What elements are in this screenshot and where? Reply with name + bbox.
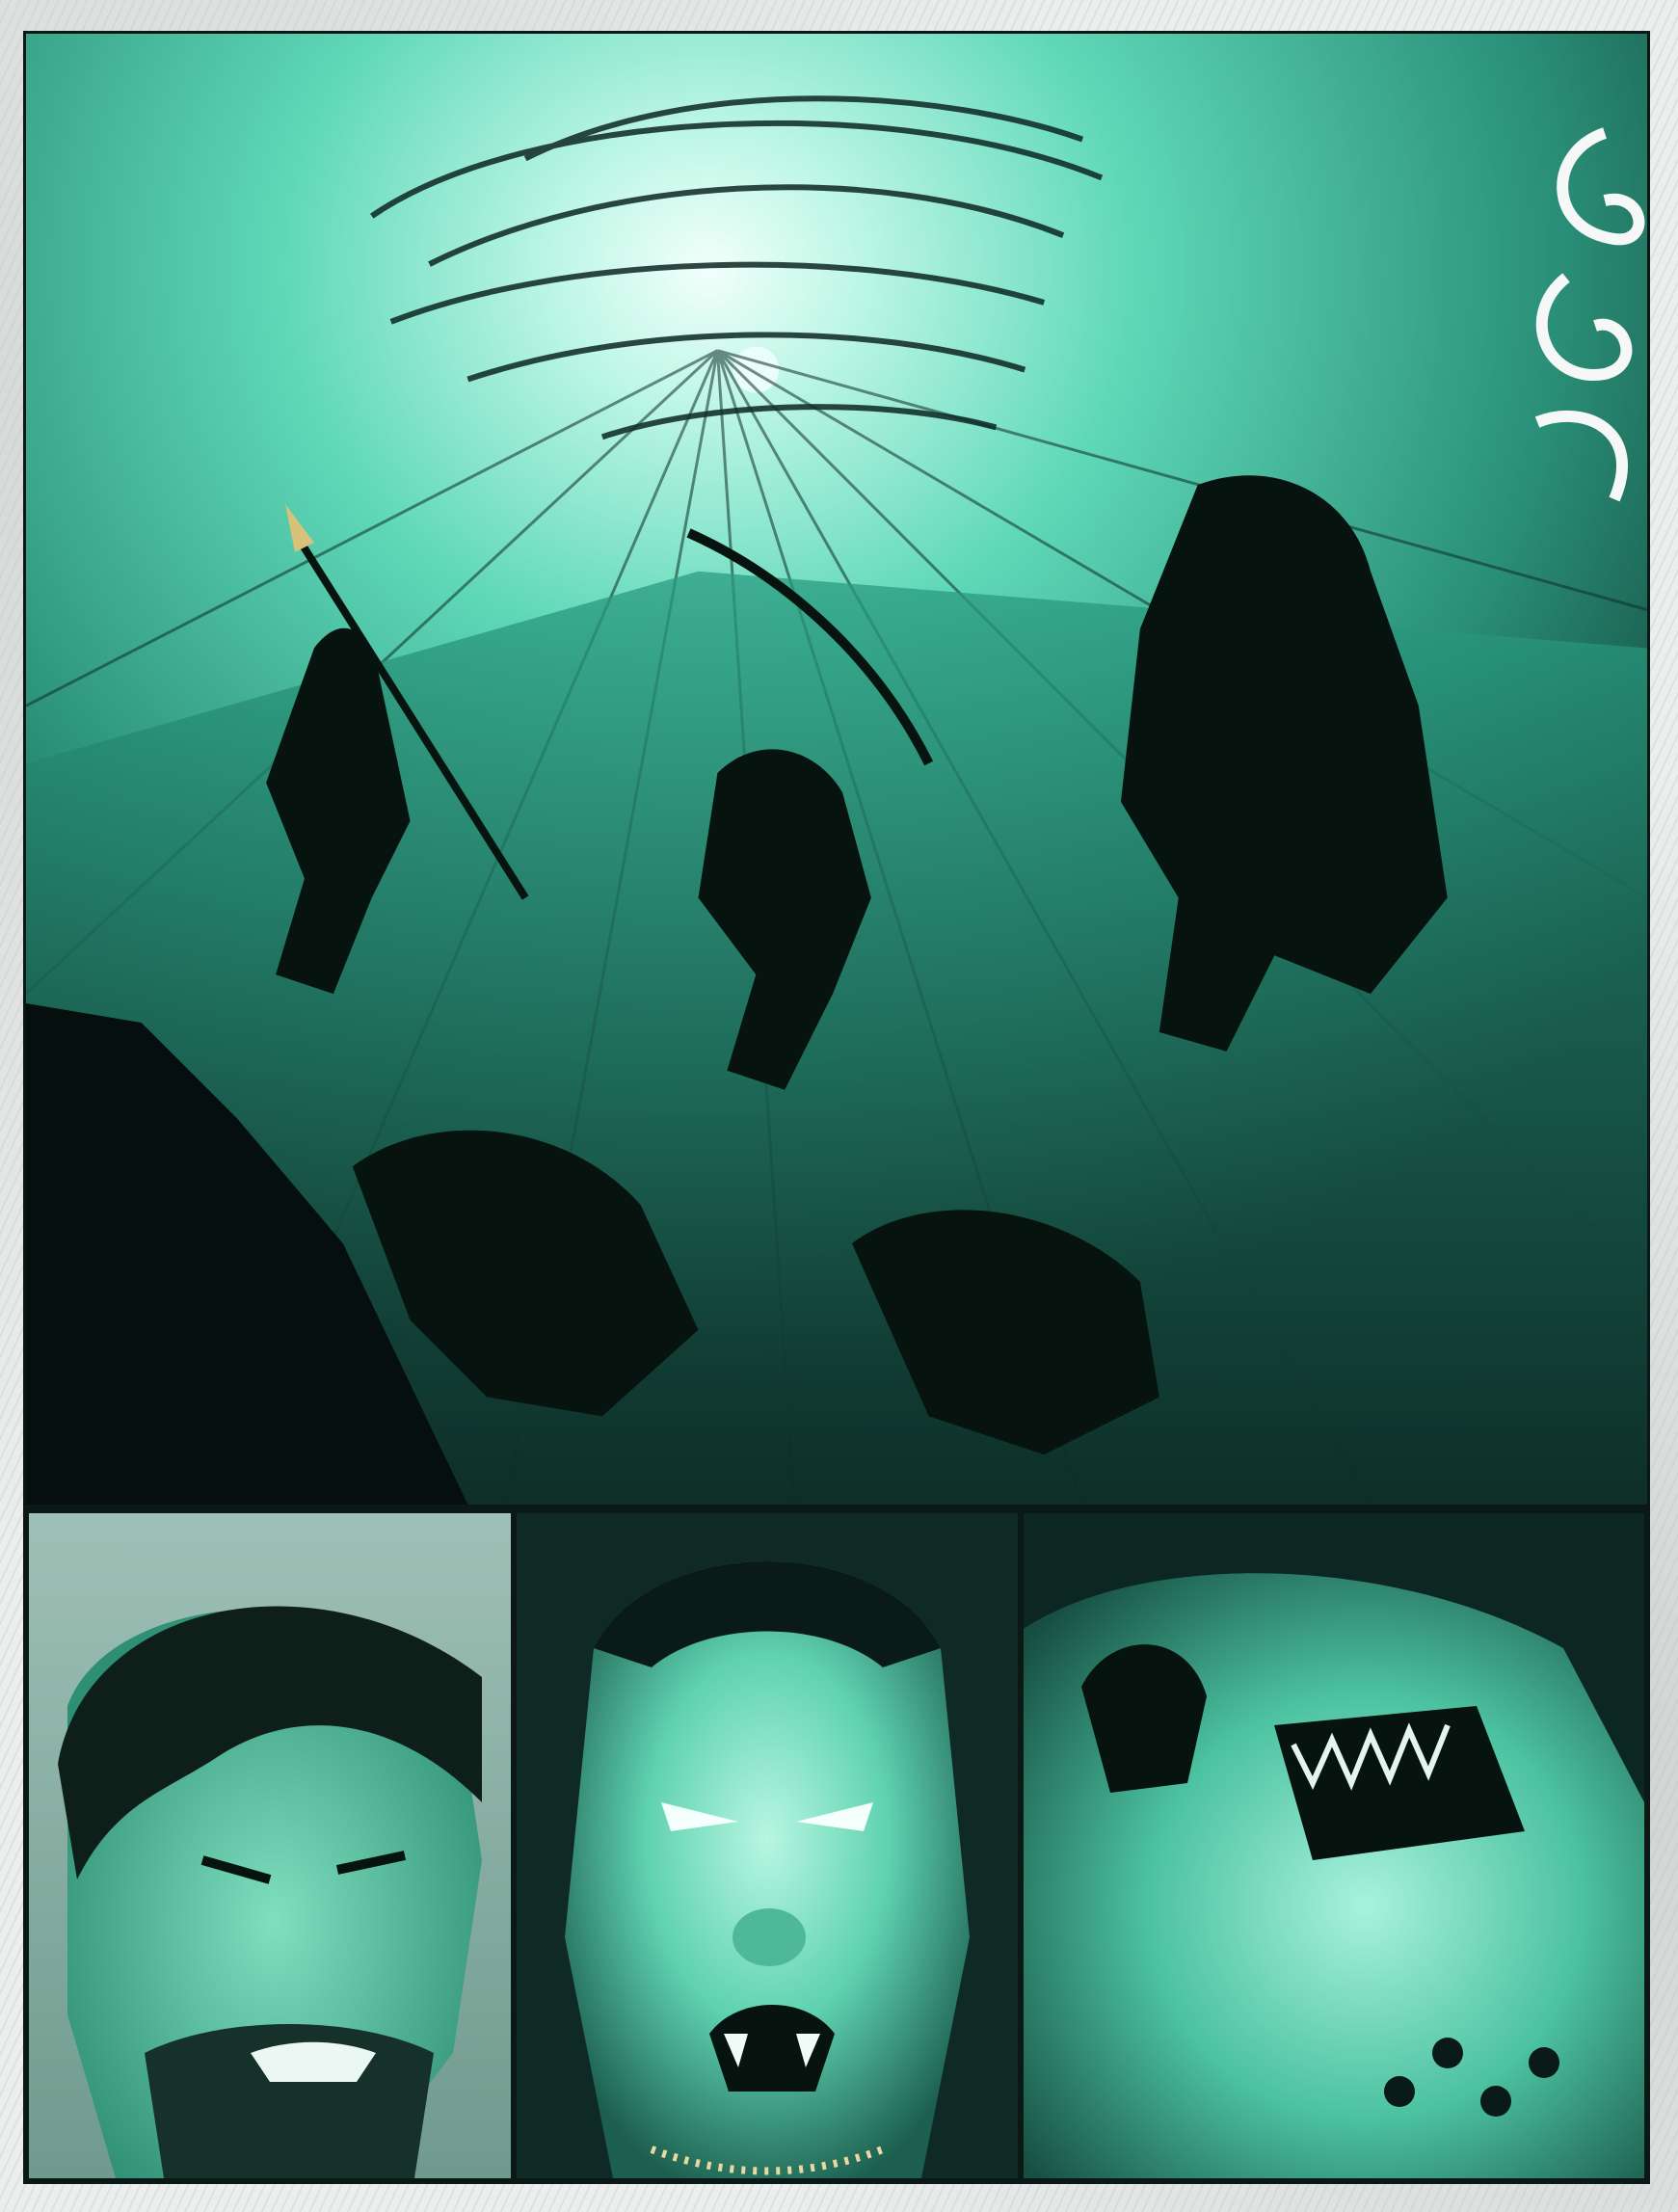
panel-main-battle [23, 31, 1650, 1507]
fanged-woman-art [517, 1513, 1018, 2178]
teeth [251, 2042, 376, 2082]
moon-orb [732, 347, 779, 393]
swirl-ornament-icon [1508, 114, 1653, 538]
panel-creature [1018, 1507, 1650, 2184]
panel-bearded-warrior [23, 1507, 517, 2184]
panel-fanged-woman [511, 1507, 1024, 2184]
battle-scene-art [26, 34, 1647, 1505]
mouth [709, 2005, 835, 2092]
creature-art [1024, 1513, 1644, 2178]
bearded-warrior-art [29, 1513, 511, 2178]
nose [732, 1908, 806, 1966]
